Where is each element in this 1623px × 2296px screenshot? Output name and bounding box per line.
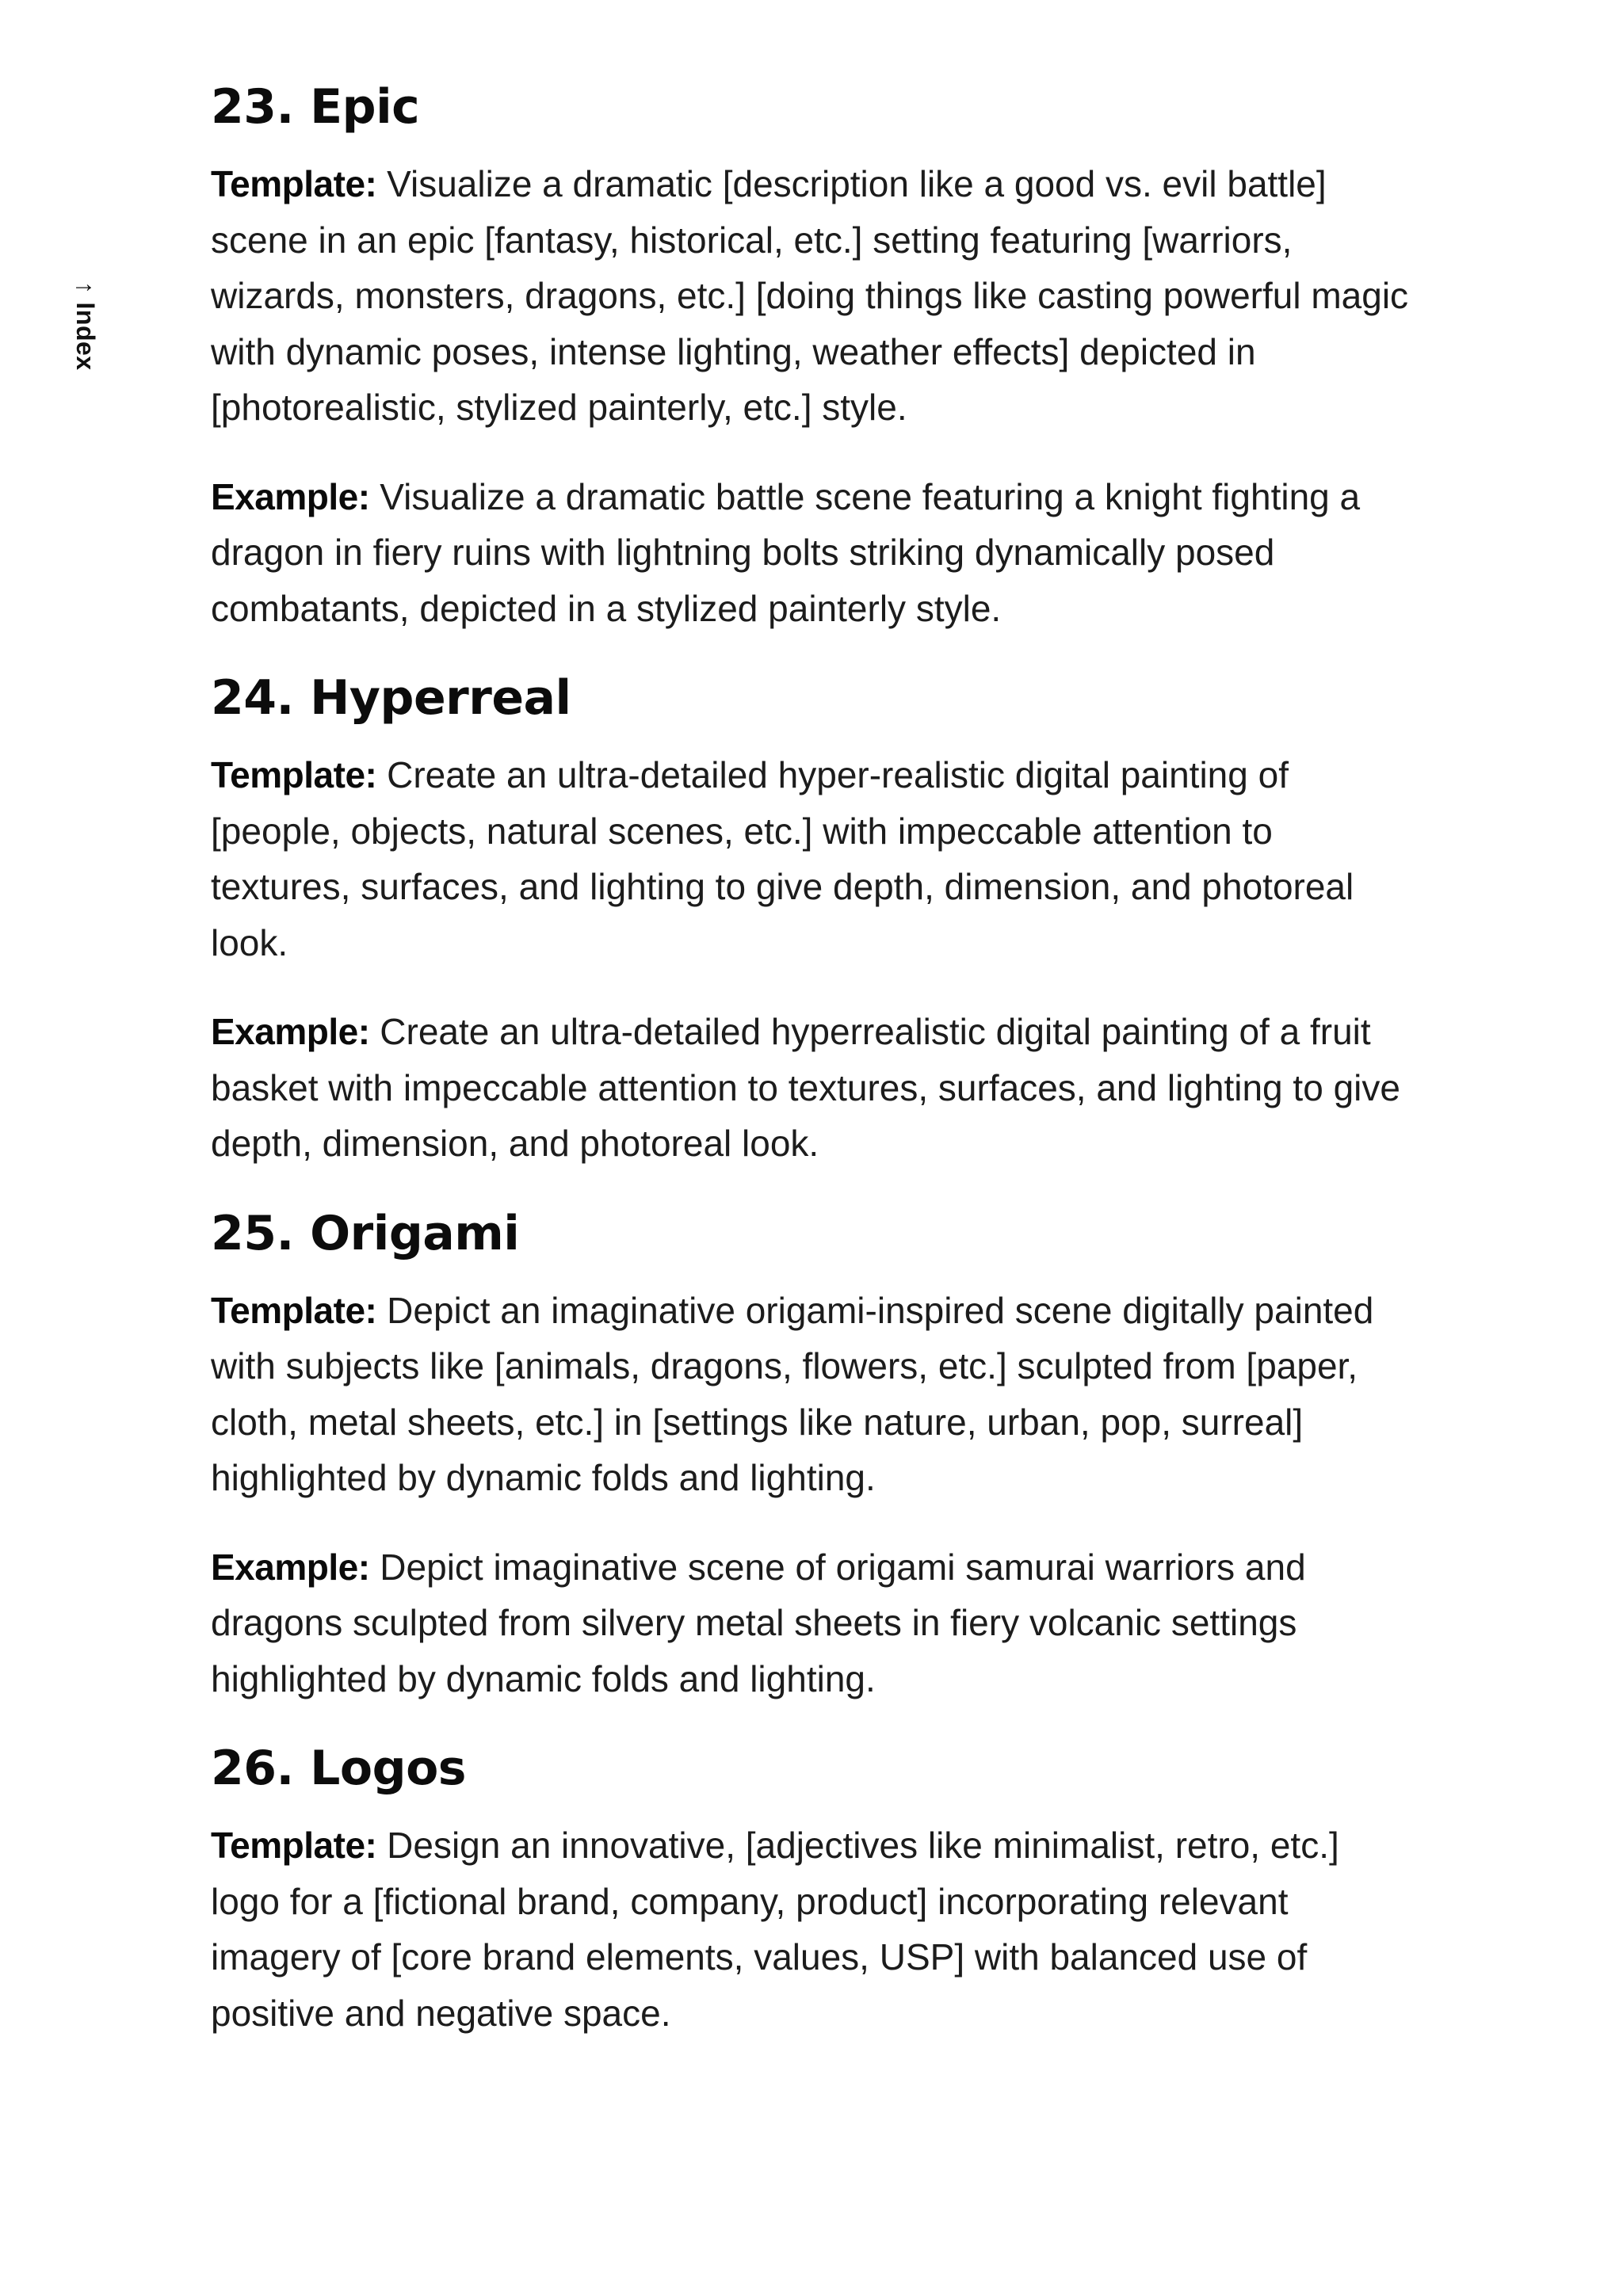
template-paragraph (211, 156, 1415, 436)
section-origami (211, 1202, 1415, 1707)
arrow-up-icon: ↑ (71, 281, 100, 295)
section-hyperreal (211, 666, 1415, 1172)
example-label: Example: (211, 1546, 370, 1588)
section-title: 23. Epic (211, 79, 420, 135)
section-epic (211, 75, 1415, 636)
template-label: Template: (211, 1825, 377, 1866)
section-title: 26. Logos (211, 1741, 467, 1796)
example-label: Example: (211, 475, 370, 517)
template-paragraph (211, 1817, 1415, 2041)
template-text: Visualize a dramatic [description like a good vs. evil battle] scene in an epic [fantasy, historical, etc.] setting featuring [warriors, wizards, monsters, dragons, etc.] [doing things like casting powerful magic with dynamic poses, intense lighting, weather effects] depicted in [photorealistic, stylized painterly, etc.] style. (211, 163, 1409, 428)
template-label: Template: (211, 1289, 377, 1331)
template-paragraph (211, 747, 1415, 971)
template-text: Depict an imaginative origami-inspired scene digitally painted with subjects like [animals, dragons, flowers, etc.] sculpted from [paper, cloth, metal sheets, etc.] in [settings like nature, urban, pop, surreal] highlighted by dynamic folds and lighting. (211, 1289, 1374, 1498)
example-paragraph (211, 1004, 1415, 1172)
section-title: 25. Origami (211, 1205, 520, 1261)
example-paragraph (211, 469, 1415, 637)
index-link[interactable] (71, 281, 100, 371)
example-label: Example: (211, 1011, 370, 1052)
template-text: Design an innovative, [adjectives like minimalist, retro, etc.] logo for a [fictional brand, company, product] incorporating relevant imagery of [core brand elements, values, USP] with balanced use of positive and negative space. (211, 1825, 1339, 2034)
section-title: 24. Hyperreal (211, 670, 571, 726)
section-logos (211, 1737, 1415, 2041)
example-text: Visualize a dramatic battle scene featuring a knight fighting a dragon in fiery ruins with lightning bolts striking dynamically posed combatants, depicted in a stylized painterly style. (211, 475, 1361, 629)
template-paragraph (211, 1283, 1415, 1506)
document-body (211, 75, 1415, 2074)
example-text: Create an ultra-detailed hyperrealistic digital painting of a fruit basket with impeccable attention to textures, surfaces, and lighting to give depth, dimension, and photoreal look. (211, 1011, 1400, 1164)
template-label: Template: (211, 163, 377, 204)
template-text: Create an ultra-detailed hyper-realistic digital painting of [people, objects, natural scenes, etc.] with impeccable attention to textures, surfaces, and lighting to give depth, dimension, and photoreal look. (211, 754, 1354, 963)
example-text: Depict imaginative scene of origami samurai warriors and dragons sculpted from silvery metal sheets in fiery volcanic settings highlighted by dynamic folds and lighting. (211, 1546, 1306, 1699)
index-label: Index (71, 302, 100, 371)
template-label: Template: (211, 754, 377, 795)
example-paragraph (211, 1539, 1415, 1707)
